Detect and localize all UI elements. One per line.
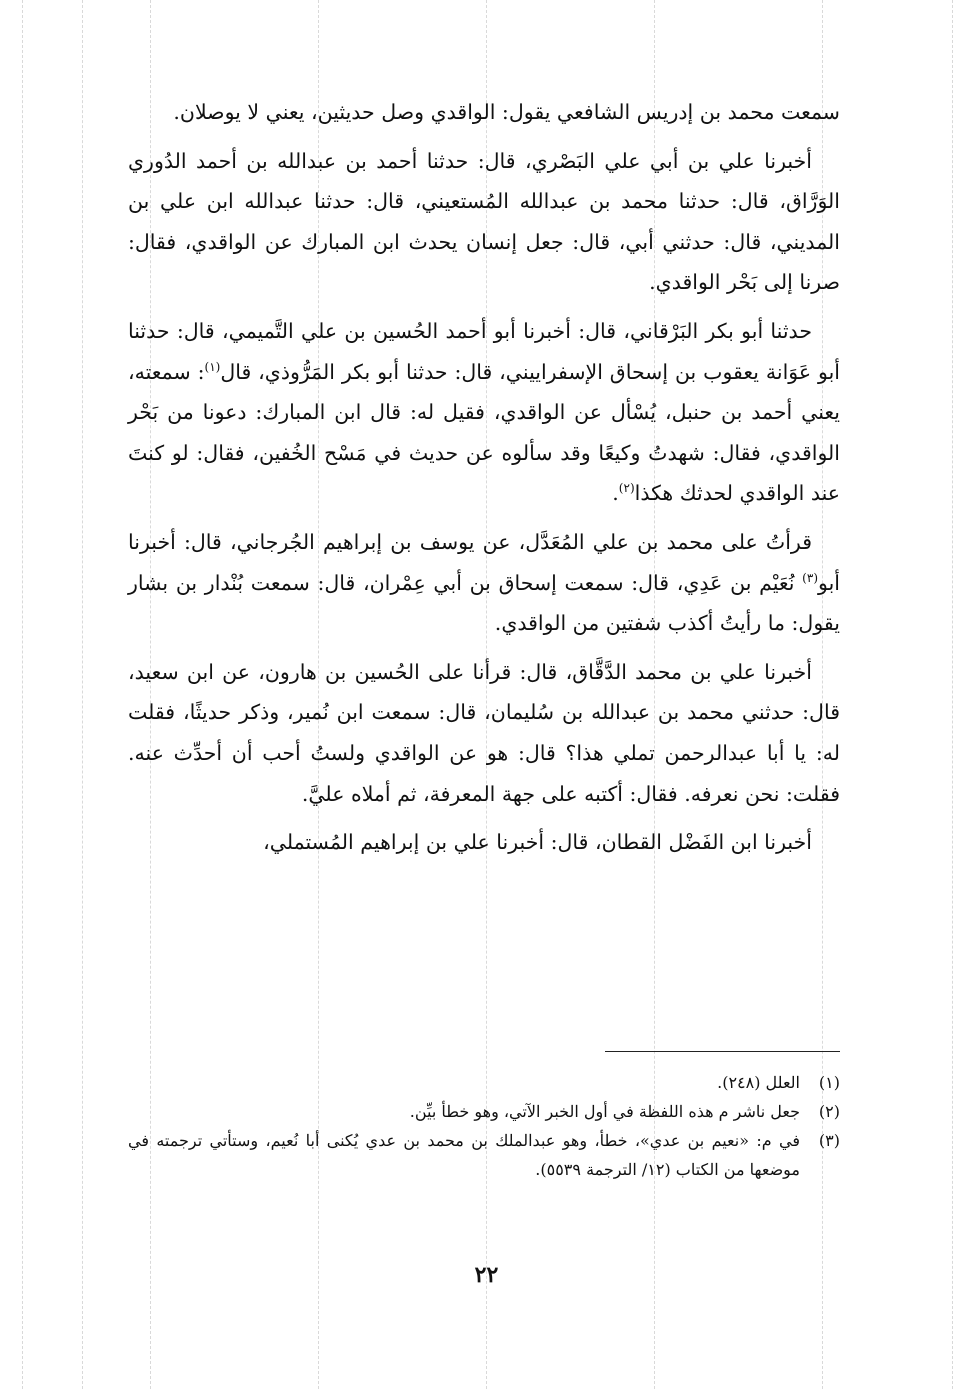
paragraph — [128, 141, 840, 303]
paragraph — [128, 522, 840, 644]
footnote-number: (٢) — [818, 1102, 840, 1121]
footnote-number: (٣) — [818, 1131, 840, 1150]
scan-guide-line — [22, 0, 23, 1389]
footnote — [128, 1126, 840, 1184]
main-text — [128, 92, 840, 871]
paragraph — [128, 652, 840, 814]
paragraph-text: أخبرنا علي بن أبي علي البَصْري، قال: حدثنا أحمد بن عبدالله بن أحمد الدُوري الوَرَّاق، قال: حدثنا محمد بن عبدالله المُستعيني، قال: حدثنا عبدالله ابن علي بن المديني، قال: حدثني أبي، قال: جعل إنسان يحدث ابن المبارك عن الواقدي، فقال: صرنا إلى بَحْر الواقدي. — [128, 148, 840, 295]
paragraph-text: . — [612, 481, 619, 506]
paragraph-text: نُعَيْم بن عَدِي، قال: سمعت إسحاق بن أبي عِمْران، قال: سمعت بُنْدار بن بشار يقول: ما رأيتُ أكذب شفتين من الواقدي. — [128, 570, 840, 636]
footnote-marker: (٢) — [618, 481, 635, 496]
page-number: ٢٢ — [474, 1262, 499, 1288]
scan-guide-line — [952, 0, 953, 1389]
footnote — [128, 1097, 840, 1126]
footnote-separator — [605, 1051, 840, 1052]
paragraph-text: أخبرنا ابن الفَضْل القطان، قال: أخبرنا علي بن إبراهيم المُستملي، — [263, 830, 812, 855]
scan-guide-line — [82, 0, 83, 1389]
footnote-text: في م: «نعيم بن عدي»، خطأ، وهو عبدالملك بن محمد بن عدي يُكنى أبا نُعيم، وستأتي ترجمته في موضعها من الكتاب (١٢/ الترجمة ٥٥٣٩). — [128, 1131, 800, 1179]
footnote-text: جعل ناشر م هذه اللفظة في أول الخبر الآتي، وهو خطأ بيِّن. — [409, 1102, 800, 1121]
paragraph — [128, 311, 840, 514]
paragraph-text: : سمعته، يعني أحمد بن حنبل، يُسْأل عن الواقدي، فقيل له: قال ابن المبارك: دعونا من بَحْر الواقدي، فقال: شهدتُ وكيعًا وقد سألوه عن حديث في مَسْح الخُفين، فقال: لو كنتَ عند الواقدي لحدثك هكذا — [128, 359, 840, 506]
footnote-text: العلل (٢٤٨). — [717, 1073, 800, 1092]
paragraph-text: قرأتُ على محمد بن علي المُعَدَّل، عن يوسف بن إبراهيم الجُرجاني، قال: أخبرنا أبو — [128, 529, 840, 595]
paragraph — [128, 92, 840, 133]
footnote-marker: (١) — [204, 359, 221, 374]
footnote-marker: (٣) — [802, 570, 818, 585]
footnotes — [128, 1068, 840, 1184]
paragraph — [128, 822, 840, 863]
paragraph-text: سمعت محمد بن إدريس الشافعي يقول: الواقدي وصل حديثين، يعني لا يوصلان. — [173, 100, 840, 124]
paragraph-text: حدثنا أبو بكر البَرْقاني، قال: أخبرنا أبو أحمد الحُسين بن علي التَّميمي، قال: حدثنا أبو عَوَانة يعقوب بن إسحاق الإسفراييني، قال: حدثنا أبو بكر المَرُّوذي، قال — [128, 318, 840, 384]
footnote — [128, 1068, 840, 1097]
paragraph-text: أخبرنا علي بن محمد الدَّقَّاق، قال: قرأنا على الحُسين بن هارون، عن ابن سعيد، قال: حدثني محمد بن عبدالله بن سُليمان، قال: سمعت ابن نُمير، وذكر حديثًا، فقلت له: يا أبا عبدالرحمن تملي هذا؟ قال: هو عن الواقدي ولستُ أحب أن أحدِّث عنه. فقلت: نحن نعرفه. فقال: أكتبه على جهة المعرفة، ثم أملاه عليَّ. — [128, 659, 840, 806]
footnote-number: (١) — [818, 1073, 840, 1092]
